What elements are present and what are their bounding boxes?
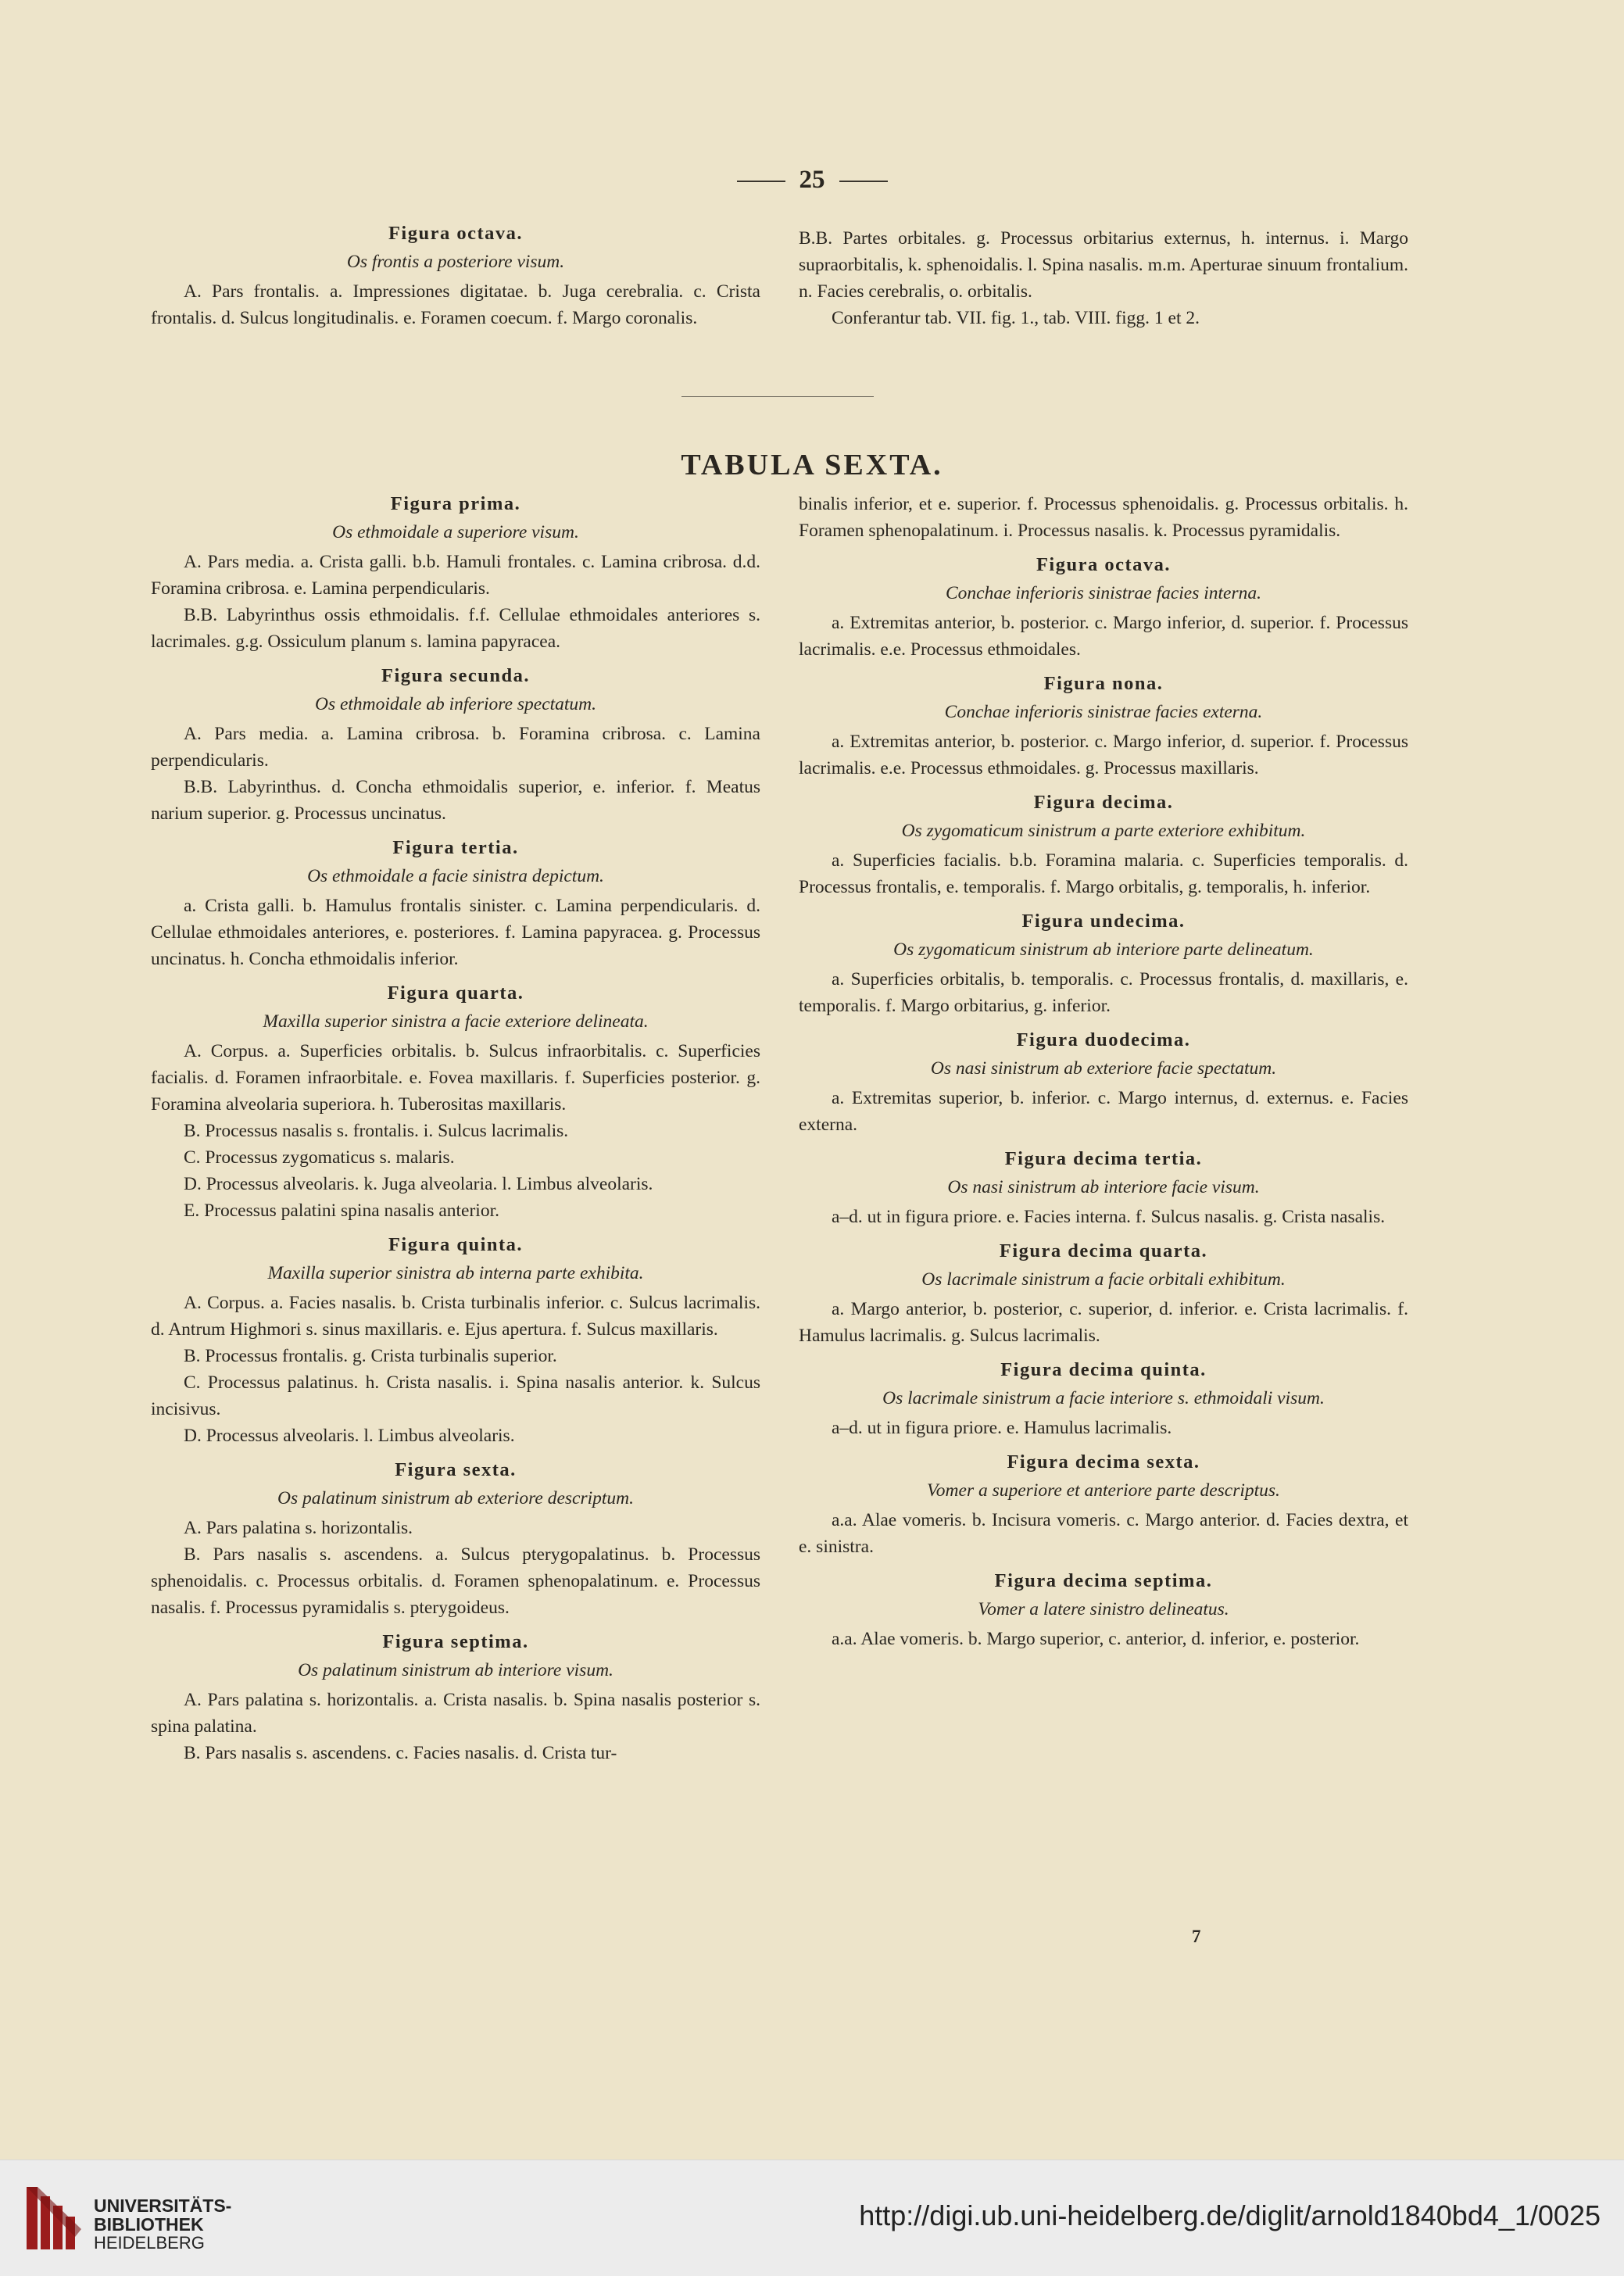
page-number — [0, 166, 1624, 195]
figure-subheading: Vomer a superiore et anteriore parte descriptus. — [927, 1480, 1280, 1501]
figure-description: a.a. Alae vomeris. b. Incisura vomeris. c. Margo anterior. d. Facies dextra, et e. sinistra. — [799, 1510, 1408, 1557]
figure-heading: Figura tertia. — [392, 837, 519, 858]
figure-description: B.B. Labyrinthus. d. Concha ethmoidalis superior, e. inferior. f. Meatus narium superior. g. Processus uncinatus. — [151, 777, 760, 824]
footer-bar — [0, 2160, 1624, 2276]
library-name — [94, 2196, 231, 2253]
tabula-title: TABULA SEXTA. — [681, 449, 943, 481]
figure-heading: Figura decima. — [1033, 792, 1174, 813]
top-left-column — [151, 220, 760, 331]
figure-heading: Figura decima septima. — [994, 1570, 1213, 1591]
signature-mark: 7 — [1192, 1927, 1201, 1946]
figure-heading: Figura decima quarta. — [999, 1240, 1208, 1261]
figure-description: binalis inferior, et e. superior. f. Processus sphenoidalis. g. Processus orbitalis. h. Foramen sphenopalatinum. i. Processus nasalis. k. Processus pyramidalis. — [799, 494, 1408, 541]
figure-description: A. Pars media. a. Crista galli. b.b. Hamuli frontales. c. Lamina cribrosa. d.d. Foramina cribrosa. e. Lamina perpendicularis. — [151, 552, 760, 599]
figure-subheading: Conchae inferioris sinistrae facies externa. — [944, 702, 1263, 722]
figure-description: B. Processus nasalis s. frontalis. i. Sulcus lacrimalis. — [184, 1121, 569, 1141]
figure-description: D. Processus alveolaris. k. Juga alveolaria. l. Limbus alveolaris. — [184, 1174, 653, 1194]
section-divider — [681, 396, 874, 397]
page-number-text: 25 — [799, 166, 825, 194]
figure-description: B.B. Partes orbitales. g. Processus orbitarius externus, h. internus. i. Margo supraorbitalis, k. sphenoidalis. l. Spina nasalis. m.m. Aperturae sinuum frontalium. n. Facies cerebralis, o. orbitalis. — [799, 228, 1408, 302]
figure-description: a. Superficies facialis. b.b. Foramina malaria. c. Superficies temporalis. d. Processus frontalis, e. temporalis. f. Margo orbitalis, g. temporalis, h. inferior. — [799, 850, 1408, 897]
figure-subheading: Conchae inferioris sinistrae facies interna. — [945, 583, 1262, 603]
figure-heading: Figura octava. — [388, 223, 524, 244]
right-column — [799, 491, 1408, 1652]
figure-reference: Conferantur tab. VII. fig. 1., tab. VIII. figg. 1 et 2. — [832, 308, 1200, 328]
library-logo-icon — [22, 2182, 86, 2254]
figure-description: A. Corpus. a. Facies nasalis. b. Crista turbinalis inferior. c. Sulcus lacrimalis. d. Antrum Highmori s. sinus maxillaris. e. Ejus apertura. f. Sulcus maxillaris. — [151, 1293, 760, 1340]
figure-description: B. Processus frontalis. g. Crista turbinalis superior. — [184, 1346, 557, 1366]
figure-subheading: Vomer a latere sinistro delineatus. — [978, 1599, 1229, 1619]
figure-heading: Figura quinta. — [388, 1234, 524, 1255]
figure-description: a. Extremitas superior, b. inferior. c. Margo internus, d. externus. e. Facies externa. — [799, 1088, 1408, 1135]
figure-heading: Figura quarta. — [387, 982, 524, 1004]
figure-description: a. Superficies orbitalis, b. temporalis. c. Processus frontalis, d. maxillaris, e. temporalis. f. Margo orbitarius, g. inferior. — [799, 969, 1408, 1016]
figure-heading: Figura decima sexta. — [1007, 1451, 1200, 1473]
library-name-line2: BIBLIOTHEK — [94, 2214, 204, 2235]
figure-subheading: Os palatinum sinistrum ab interiore visum. — [298, 1660, 613, 1680]
figure-description: A. Corpus. a. Superficies orbitalis. b. Sulcus infraorbitalis. c. Superficies facialis. d. Foramen infraorbitale. e. Fovea maxillaris. f. Superficies posterior. g. Foramina alveolaria superiora. h. Tuberositas maxillaris. — [151, 1041, 760, 1115]
figure-description: D. Processus alveolaris. l. Limbus alveolaris. — [184, 1426, 515, 1446]
figure-description: E. Processus palatini spina nasalis anterior. — [184, 1201, 499, 1221]
figure-subheading: Os zygomaticum sinistrum a parte exteriore exhibitum. — [901, 821, 1306, 841]
figure-description: B. Pars nasalis s. ascendens. a. Sulcus pterygopalatinus. b. Processus sphenoidalis. c. Processus orbitalis. d. Foramen sphenopalatinum. e. Processus nasalis. f. Processus pyramidalis s. pterygoideus. — [151, 1544, 760, 1618]
figure-heading: Figura duodecima. — [1016, 1029, 1191, 1050]
figure-description: a. Extremitas anterior, b. posterior. c. Margo inferior, d. superior. f. Processus lacrimalis. e.e. Processus ethmoidales. — [799, 613, 1408, 660]
figure-subheading: Os nasi sinistrum ab exteriore facie spectatum. — [930, 1058, 1277, 1079]
figure-description: C. Processus palatinus. h. Crista nasalis. i. Spina nasalis anterior. k. Sulcus incisivus. — [151, 1372, 760, 1419]
figure-subheading: Os ethmoidale a facie sinistra depictum. — [307, 866, 604, 886]
source-url-link[interactable]: http://digi.ub.uni-heidelberg.de/diglit/arnold1840bd4_1/0025 — [859, 2199, 1601, 2231]
figure-description: a. Margo anterior, b. posterior, c. superior, d. inferior. e. Crista lacrimalis. f. Hamulus lacrimalis. g. Sulcus lacrimalis. — [799, 1299, 1408, 1346]
figure-description: A. Pars palatina s. horizontalis. — [184, 1518, 413, 1538]
figure-description: a–d. ut in figura priore. e. Facies interna. f. Sulcus nasalis. g. Crista nasalis. — [832, 1207, 1386, 1227]
figure-subheading: Maxilla superior sinistra ab interna parte exhibita. — [267, 1263, 644, 1283]
library-name-line1: UNIVERSITÄTS- — [94, 2195, 232, 2216]
figure-description: a. Extremitas anterior, b. posterior. c. Margo inferior, d. superior. f. Processus lacrimalis. e.e. Processus ethmoidales. g. Processus maxillaris. — [799, 732, 1408, 778]
left-column — [151, 491, 760, 1766]
figure-heading: Figura decima tertia. — [1004, 1148, 1203, 1169]
figure-subheading: Os lacrimale sinistrum a facie orbitali exhibitum. — [921, 1269, 1286, 1290]
figure-description: a–d. ut in figura priore. e. Hamulus lacrimalis. — [832, 1418, 1172, 1438]
figure-heading: Figura undecima. — [1021, 911, 1186, 932]
figure-description: A. Pars palatina s. horizontalis. a. Crista nasalis. b. Spina nasalis posterior s. spina palatina. — [151, 1690, 760, 1737]
figure-description: B.B. Labyrinthus ossis ethmoidalis. f.f. Cellulae ethmoidales anteriores s. lacrimales. g.g. Ossiculum planum s. lamina papyracea. — [151, 605, 760, 652]
figure-description: A. Pars media. a. Lamina cribrosa. b. Foramina cribrosa. c. Lamina perpendicularis. — [151, 724, 760, 771]
figure-subheading: Os ethmoidale a superiore visum. — [332, 522, 579, 542]
figure-subheading: Maxilla superior sinistra a facie exteriore delineata. — [263, 1011, 649, 1032]
figure-heading: Figura prima. — [390, 493, 521, 514]
figure-heading: Figura octava. — [1036, 554, 1171, 575]
figure-description: a.a. Alae vomeris. b. Margo superior, c. anterior, d. inferior, e. posterior. — [832, 1629, 1360, 1649]
figure-heading: Figura decima quinta. — [1000, 1359, 1207, 1380]
figure-subheading: Os lacrimale sinistrum a facie interiore s. ethmoidali visum. — [882, 1388, 1325, 1408]
figure-description: a. Crista galli. b. Hamulus frontalis sinister. c. Lamina perpendicularis. d. Cellulae ethmoidales anteriores, e. posteriores. f. Lamina papyracea. g. Processus uncinatus. h. Concha ethmoidalis inferior. — [151, 896, 760, 969]
figure-subheading: Os palatinum sinistrum ab exteriore descriptum. — [277, 1488, 635, 1508]
figure-subheading: Os ethmoidale ab inferiore spectatum. — [314, 694, 597, 714]
figure-description: A. Pars frontalis. a. Impressiones digitatae. b. Juga cerebralia. c. Crista frontalis. d. Sulcus longitudinalis. e. Foramen coecum. f. Margo coronalis. — [151, 281, 760, 328]
page-number-rule-right — [839, 181, 888, 182]
figure-description: B. Pars nasalis s. ascendens. c. Facies nasalis. d. Crista tur- — [184, 1743, 617, 1763]
figure-subheading: Os nasi sinistrum ab interiore facie visum. — [947, 1177, 1260, 1197]
library-name-line3: HEIDELBERG — [94, 2233, 205, 2253]
figure-subheading: Os zygomaticum sinistrum ab interiore parte delineatum. — [893, 939, 1314, 960]
top-right-column — [799, 225, 1408, 331]
figure-heading: Figura septima. — [382, 1631, 529, 1652]
page-number-rule-left — [737, 181, 785, 182]
figure-heading: Figura nona. — [1043, 673, 1164, 694]
figure-heading: Figura sexta. — [395, 1459, 517, 1480]
figure-description: C. Processus zygomaticus s. malaris. — [184, 1147, 455, 1168]
figure-heading: Figura secunda. — [381, 665, 530, 686]
figure-subheading: Os frontis a posteriore visum. — [346, 252, 565, 272]
